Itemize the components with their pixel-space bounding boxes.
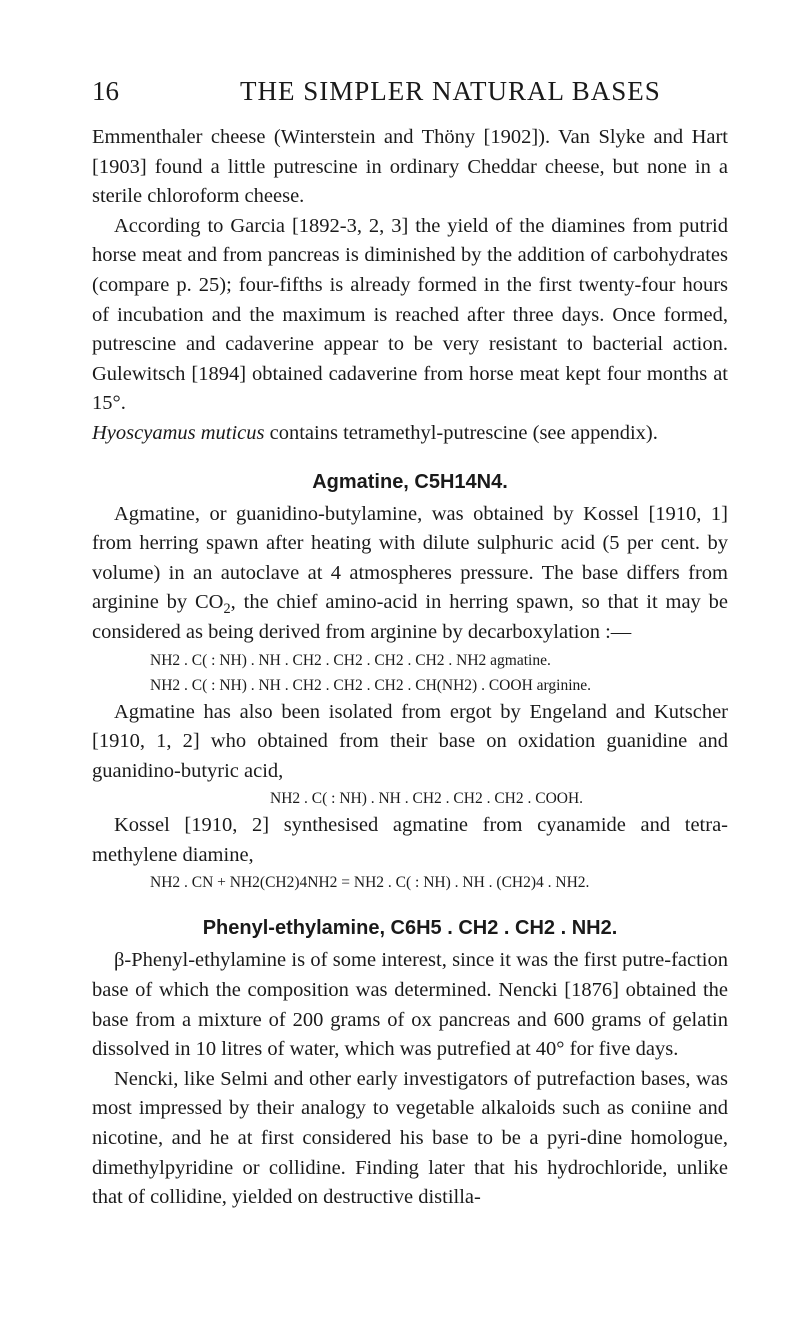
paragraph: Emmenthaler cheese (Winterstein and Thöny [1902]). Van Slyke and Hart [1903] found a little putrescine in ordinary Cheddar cheese, but none in a sterile chloroform cheese. [92, 126, 728, 208]
paragraph: β-Phenyl-ethylamine is of some interest, since it was the first putre-faction base of which the composition was determined. Nencki [1876] obtained the base from a mixture of 200 grams of ox pancreas and 600 grams of gelatin dissolved in 10 litres of water, which was putrefied at 40° for five days. [92, 949, 728, 1061]
paragraph: Kossel [1910, 2] synthesised agmatine from cyanamide and tetra-methylene diamine, [92, 814, 728, 866]
paragraph: According to Garcia [1892-3, 2, 3] the yield of the diamines from putrid horse meat and from pancreas is diminished by the addition of carbohydrates (compare p. 25); four-fifths is already formed in the first twenty-four hours of incubation and the maximum is reached after three days. Once formed, putrescine and cadaverine appear to be very resistant to bacterial action. Gulewitsch [1894] obtained cadaverine from horse meat kept four months at 15°. [92, 214, 728, 415]
page-number: 16 [92, 76, 119, 106]
paragraph: Nencki, like Selmi and other early investigators of putrefaction bases, was most impressed by their analogy to vegetable alkaloids such as coniine and nicotine, and he at first considered his base to be a pyri-dine homologue, dimethylpyridine or collidine. Finding later that his hydrochloride, unlike that of collidine, yielded on destructive distilla- [92, 1067, 728, 1209]
paragraph: Hyoscyamus muticus contains tetramethyl-putrescine (see appendix). [92, 421, 658, 444]
body-text [92, 123, 728, 1213]
formula-agmatine: NH2 . C( : NH) . NH . CH2 . CH2 . CH2 . CH2 . NH2 agmatine. [150, 651, 551, 669]
formula-guanidino-butyric-acid: NH2 . C( : NH) . NH . CH2 . CH2 . CH2 . COOH. [270, 790, 584, 808]
running-head: THE SIMPLER NATURAL BASES [240, 76, 661, 106]
paragraph: Agmatine has also been isolated from ergot by Engeland and Kutscher [1910, 1, 2] who obtained from their base on oxidation guanidine and guanidino-butyric acid, [92, 700, 728, 782]
formula-agmatine-synthesis: NH2 . CN + NH2(CH2)4NH2 = NH2 . C( : NH) . NH . (CH2)4 . NH2. [150, 874, 590, 892]
formula-arginine: NH2 . C( : NH) . NH . CH2 . CH2 . CH2 . CH(NH2) . COOH arginine. [150, 676, 592, 694]
page-header [92, 76, 728, 108]
section-heading-phenyl-ethylamine: Phenyl-ethylamine, C6H5 . CH2 . CH2 . NH2. [202, 917, 618, 940]
section-heading-agmatine: Agmatine, C5H14N4. [312, 470, 508, 493]
species-name: Hyoscyamus muticus [92, 421, 265, 444]
paragraph: Agmatine, or guanidino-butylamine, was obtained by Kossel [1910, 1] from herring spawn after heating with dilute sulphuric acid (5 per cent. by volume) in an autoclave at 4 atmospheres pressure. The base differs from arginine by $CO_2$, the chief amino-acid in herring spawn, so that it may be considered as being derived from arginine by decarboxylation :— [92, 502, 728, 643]
